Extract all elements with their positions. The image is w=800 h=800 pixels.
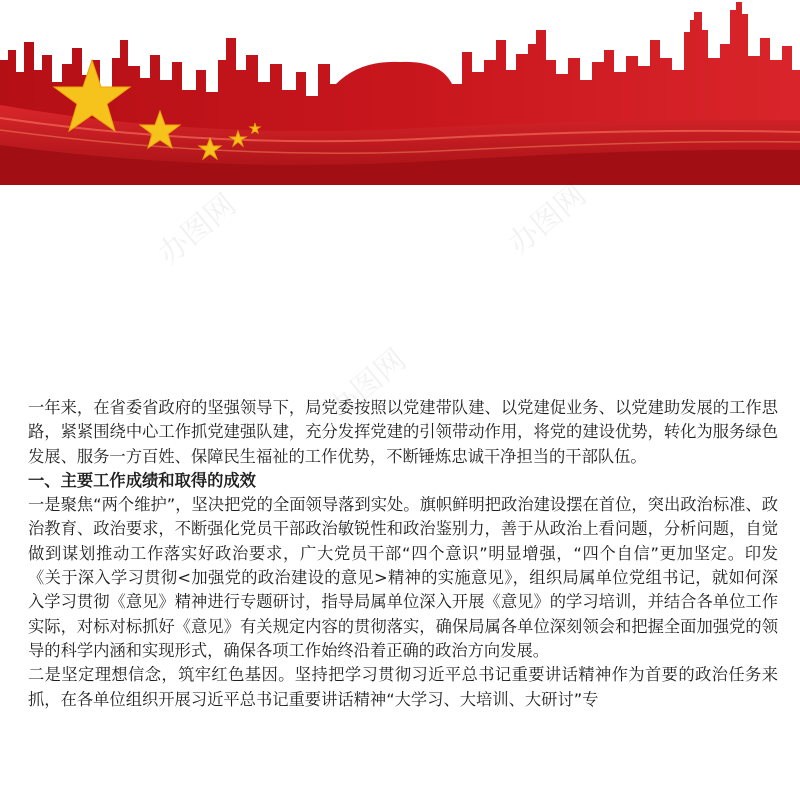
- watermark-text: 办图网: [321, 342, 413, 428]
- section-heading: 一、主要工作成绩和取得的成效: [28, 470, 256, 490]
- watermark-text: 办图网: [501, 177, 593, 263]
- document-body: [28, 396, 778, 712]
- red-city-skyline-banner: [0, 0, 800, 185]
- intro-paragraph: 一年来，在省委省政府的坚强领导下，局党委按照以党建带队建、以党建促业务、以党建助发展的工作思路，紧紧围绕中心工作抓党建强队建，充分发挥党建的引领带动作用，将党的建设优势，转化为服务绿色发展、服务一方百姓、保障民生福祉的工作优势，不断锤炼忠诚干净担当的干部队伍。: [28, 398, 778, 466]
- watermark-text: 办图网: [151, 187, 243, 273]
- header-banner: [0, 0, 800, 185]
- body-paragraph: 一是聚焦“两个维护”，坚决把党的全面领导落到实处。旗帜鲜明把政治建设摆在首位，突出政治标准、政治教育、政治要求，不断强化党员干部政治敏锐性和政治鉴别力，善于从政治上看问题，分析问题，自觉做到谋划推动工作落实好政治要求，广大党员干部“四个意识”明显增强，“四个自信”更加坚定。印发《关于深入学习贯彻<加强党的政治建设的意见>精神的实施意见》，组织局属单位党组书记，就如何深入学习贯彻《意见》精神进行专题研讨，指导局属单位深入开展《意见》的学习培训，并结合各单位工作实际，对标对标抓好《意见》有关规定内容的贯彻落实，确保局属各单位深刻领会和把握全面加强党的领导的科学内涵和实现形式，确保各项工作始终沿着正确的政治方向发展。: [28, 495, 778, 660]
- body-paragraph: 二是坚定理想信念，筑牢红色基因。坚持把学习贯彻习近平总书记重要讲话精神作为首要的政治任务来抓，在各单位组织开展习近平总书记重要讲话精神“大学习、大培训、大研讨”专: [28, 665, 778, 709]
